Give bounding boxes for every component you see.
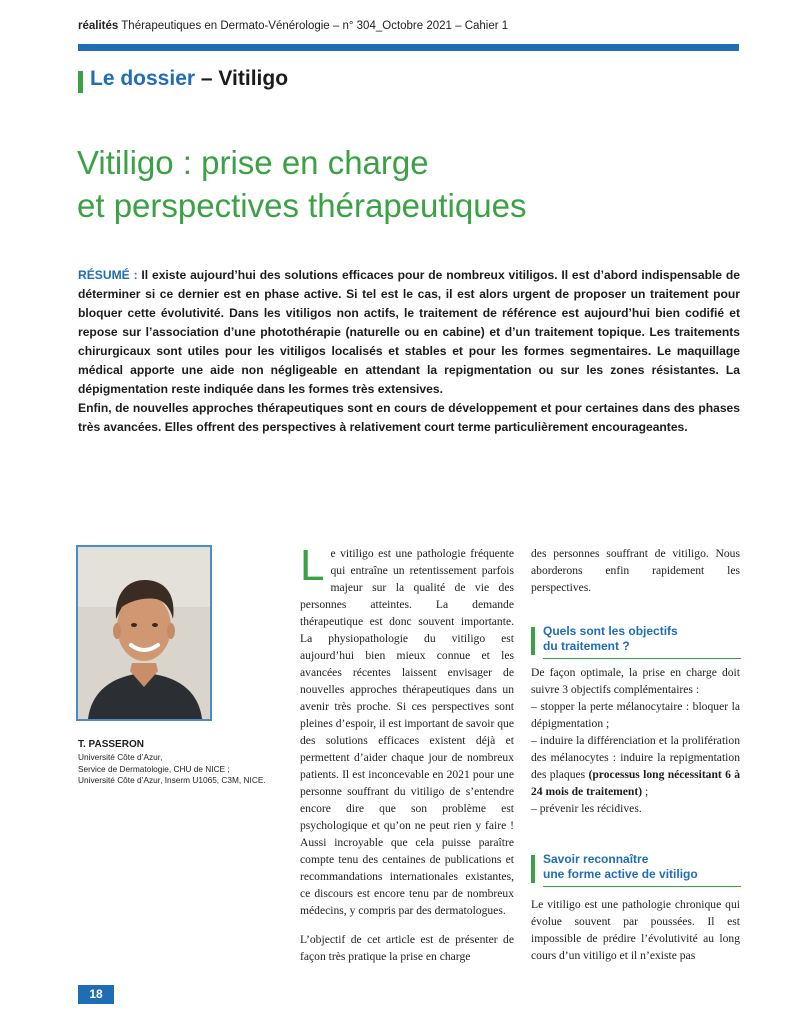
body-column-2-bottom	[531, 896, 740, 964]
subheading-objectifs-line-2: du traitement ?	[543, 639, 630, 653]
objective-bullet-3: – prévenir les récidives.	[531, 802, 642, 815]
running-header	[78, 20, 508, 32]
subheading-forme-active-line-1: Savoir reconnaître	[543, 852, 649, 866]
subheading-marker	[531, 627, 535, 655]
subheading-rule	[543, 658, 741, 659]
body-paragraph-2-continued: des personnes souffrant de vitiligo. Nous aborderons enfin rapidement les perspectives.	[531, 547, 740, 594]
header-rule	[78, 44, 739, 51]
body-paragraph-1	[300, 541, 514, 919]
subheading-forme-active-text	[543, 852, 698, 882]
abstract-kicker: RÉSUMÉ :	[78, 268, 138, 282]
author-portrait-illustration	[78, 547, 210, 719]
section-label	[90, 67, 288, 91]
abstract	[78, 266, 740, 437]
author-photo	[76, 545, 212, 721]
section-label-topic: – Vitiligo	[200, 67, 289, 90]
objective-bullet-2-end: ;	[642, 785, 649, 798]
abstract-paragraph-1	[78, 266, 740, 399]
section-marker	[78, 71, 83, 93]
objective-bullet-2	[531, 732, 740, 800]
drop-cap: L	[300, 541, 325, 590]
subheading-objectifs-line-1: Quels sont les objectifs	[543, 624, 678, 638]
page-number: 18	[78, 985, 114, 1004]
affiliation-1: Université Côte d’Azur,	[78, 752, 163, 762]
title-line-2: et perspectives thérapeutiques	[77, 187, 527, 224]
subheading-rule	[543, 886, 741, 887]
title-line-1: Vitiligo : prise en charge	[77, 144, 429, 181]
journal-issue: Thérapeutiques en Dermato-Vénérologie – n° 304_Octobre 2021 – Cahier 1	[121, 20, 509, 32]
affiliation-2: Service de Dermatologie, CHU de NICE ;	[78, 763, 230, 774]
subheading-marker	[531, 855, 535, 883]
subheading-objectifs-text	[543, 624, 678, 654]
body-paragraph-2: L’objectif de cet article est de présenter de façon très pratique la prise en charge	[300, 933, 514, 963]
body-column-2-top	[531, 545, 740, 596]
body-column-1	[300, 541, 514, 965]
body-column-2-middle	[531, 664, 740, 817]
article-title	[77, 141, 737, 227]
body-paragraph-4: Le vitiligo est une pathologie chronique qui évolue souvent par poussées. Il est impossible de prédire l’évolutivité au long cours d’un vitiligo et il n’existe pas	[531, 898, 740, 962]
body-paragraph-3: De façon optimale, la prise en charge doit suivre 3 objectifs complémentaires :	[531, 666, 740, 696]
objective-bullet-1: – stopper la perte mélanocytaire : bloquer la dépigmentation ;	[531, 700, 740, 730]
affiliation-3: Université Côte d’Azur, Inserm U1065, C3M, NICE.	[78, 775, 266, 785]
author-name: T. PASSERON	[78, 739, 144, 750]
author-affiliations	[78, 752, 308, 787]
section-label-dossier: Le dossier	[90, 67, 196, 90]
objective-bullet-2-emphasis: (processus long nécessitant 6 à 24 mois de traitement)	[531, 768, 740, 798]
abstract-text-1: Il existe aujourd’hui des solutions efficaces pour de nombreux vitiligos. Il est d’abord indispensable de déterminer si ce dernier est en phase active. Si tel est le cas, il est alors urgent de proposer un traitement pour bloquer cette évolutivité. Dans les vitiligos non actifs, le traitement de référence est aujourd’hui bien codifié et repose sur l’association d’une photothérapie (naturelle ou en cabine) et d’un traitement topique. Les traitements chirurgicaux sont utiles pour les vitiligos localisés et stables et pour les formes segmentaires. Le maquillage médical apporte une aide non négligeable en attendant la repigmentation ou sur les zones résistantes. La dépigmentation reste indiquée dans les formes très extensives.	[78, 268, 740, 396]
subheading-forme-active-line-2: une forme active de vitiligo	[543, 867, 698, 881]
body-paragraph-1-text: e vitiligo est une pathologie fréquente qui entraîne un retentissement parfois majeur sur la qualité de vie des personnes atteintes. La demande thérapeutique est donc souvent importante. La physiopathologie du vitiligo est aujourd’hui bien mieux connue et les avancées récentes laissent envisager de nouvelles approches thérapeutiques dans un avenir très proche. Si ces perspectives sont pleines d’espoir, il est important de savoir que des solutions efficaces existent déjà et permettent d’aider chaque jour de nombreux patients. Il est inconcevable en 2021 pour une personne souffrant du vitiligo de s’entendre encore dire que son problème est psychologique et qu’on ne peut rien y faire ! Aussi incroyable que cela puisse paraître compte tenu des centaines de publications et recommandations internationales existantes, ce discours est encore tenu par de nombreux médecins, y compris par des dermatologues.	[300, 547, 514, 917]
objective-bullet-2-text: – induire la différenciation et la prolifération des mélanocytes : induire la repigmentation des plaques	[531, 734, 740, 781]
journal-name: réalités	[78, 20, 119, 32]
abstract-paragraph-2: Enfin, de nouvelles approches thérapeutiques sont en cours de développement et pour certaines dans des phases très avancées. Elles offrent des perspectives à relativement court terme particulièrement encourageantes.	[78, 401, 740, 434]
